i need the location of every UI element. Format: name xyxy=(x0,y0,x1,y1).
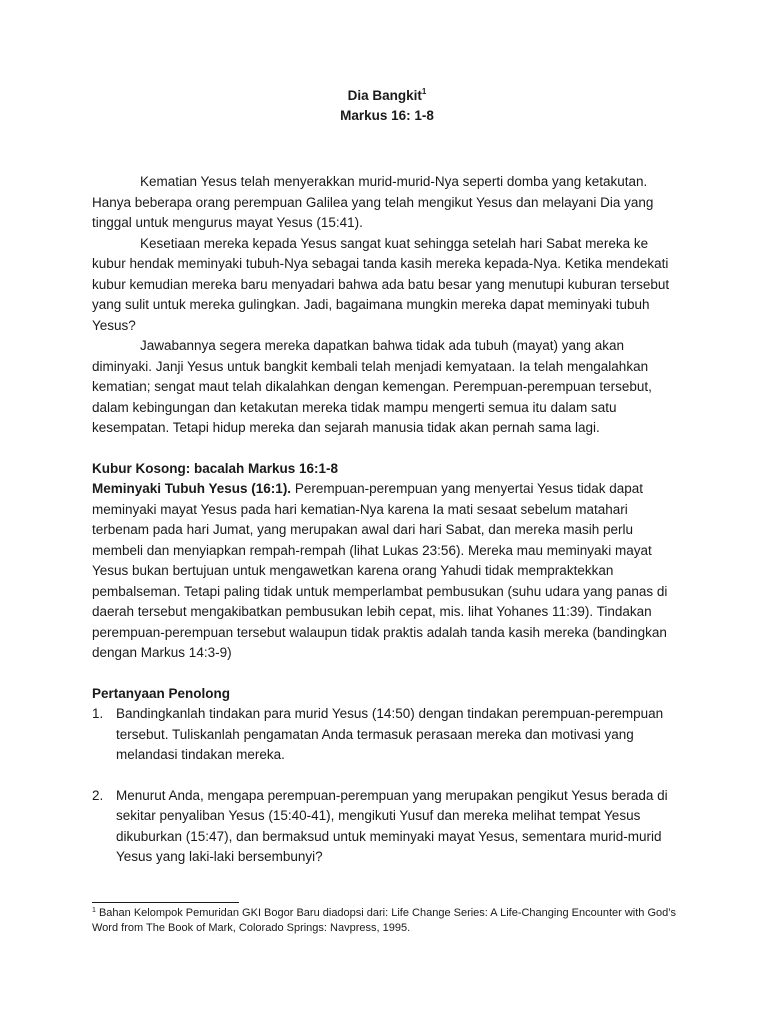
footnote xyxy=(92,906,682,936)
page-subtitle: Markus 16: 1-8 xyxy=(340,108,434,123)
footnote-marker: 1 xyxy=(92,907,96,914)
question-text: Menurut Anda, mengapa perempuan-perempuan yang merupakan pengikut Yesus berada di sekitar penyaliban Yesus (15:40-41), mengikuti Yusuf dan mereka melihat tempat Yesus dikuburkan (15:47), dan bermaksud untuk meminyaki mayat Yesus, sementara murid-murid Yesus yang laki-laki bersembunyi? xyxy=(116,787,668,864)
title-text: Dia Bangkit xyxy=(347,88,422,103)
intro-paragraph-2: Kesetiaan mereka kepada Yesus sangat kuat sehingga setelah hari Sabat mereka ke kubur hendak meminyaki tubuh-Nya sebagai tanda kasih mereka kepada-Nya. Ketika mendekati kubur kemudian mereka baru menyadari bahwa ada batu besar yang menutupi kuburan tersebut yang sulit untuk mereka gulingkan. Jadi, bagaimana mungkin mereka dapat meminyaki tubuh Yesus? xyxy=(92,235,670,333)
question-text: Bandingkanlah tindakan para murid Yesus (14:50) dengan tindakan perempuan-perempuan tersebut. Tuliskanlah pengamatan Anda termasuk perasaan mereka dan motivasi yang melandasi tindakan mereka. xyxy=(116,706,664,762)
question-item xyxy=(92,786,682,868)
question-number: 2. xyxy=(92,787,104,803)
question-number: 1. xyxy=(92,706,104,721)
intro-paragraph-1: Kematian Yesus telah menyerakkan murid-murid-Nya seperti domba yang ketakutan. Hanya beberapa orang perempuan Galilea yang telah mengikut Yesus dan melayani Dia yang tinggal untuk mengurus mayat Yesus (15:41). xyxy=(92,174,654,230)
section-heading-kubur-kosong: Kubur Kosong: bacalah Markus 16:1-8 xyxy=(92,460,339,476)
kubur-kosong-paragraph xyxy=(92,479,682,664)
question-list xyxy=(92,704,682,868)
kubur-kosong-section xyxy=(92,459,682,664)
page-title xyxy=(92,86,682,106)
questions-section xyxy=(92,684,682,868)
footnote-reference: 1 xyxy=(421,87,427,96)
document-page xyxy=(92,86,682,868)
question-item xyxy=(92,704,682,766)
intro-paragraph-3: Jawabannya segera mereka dapatkan bahwa tidak ada tubuh (mayat) yang akan diminyaki. Janji Yesus untuk bangkit kembali telah menjadi kemyataan. Ia telah mengalahkan kematian; sengat maut telah dikalahkan dengan kemengan. Perempuan-perempuan tersebut, dalam kebingungan dan ketakutan mereka tidak mampu mengerti semua itu dalam satu kesempatan. Tetapi hidup mereka dan sejarah manusia tidak akan pernah sama lagi. xyxy=(92,338,652,435)
footnote-divider xyxy=(92,902,239,903)
intro-section xyxy=(92,172,682,439)
subheading-meminyaki: Meminyaki Tubuh Yesus (16:1). xyxy=(92,481,292,496)
section-heading-pertanyaan: Pertanyaan Penolong xyxy=(92,685,231,701)
footnote-text: Bahan Kelompok Pemuridan GKI Bogor Baru diadopsi dari: Life Change Series: A Life-Changing Encounter with God’s Word from The Book of Mark, Colorado Springs: Navpress, 1995. xyxy=(92,907,676,934)
kubur-kosong-text: Perempuan-perempuan yang menyertai Yesus tidak dapat meminyaki mayat Yesus pada hari kematian-Nya karena Ia mati sesaat sebelum matahari terbenam pada hari Jumat, yang merupakan awal dari hari Sabat, dan mereka masih perlu membeli dan menyiapkan rempah-rempah (lihat Lukas 23:56). Mereka mau meminyaki mayat Yesus bukan bertujuan untuk mengawetkan karena orang Yahudi tidak mempraktekkan pembalseman. Tetapi paling tidak untuk memperlambat pembusukan (suhu udara yang panas di daerah tersebut mengakibatkan pembusukan lebih cepat, mis. lihat Yohanes 11:39). Tindakan perempuan-perempuan tersebut walaupun tidak praktis adalah tanda kasih mereka (bandingkan dengan Markus 14:3-9) xyxy=(92,481,668,660)
title-block xyxy=(92,86,682,126)
